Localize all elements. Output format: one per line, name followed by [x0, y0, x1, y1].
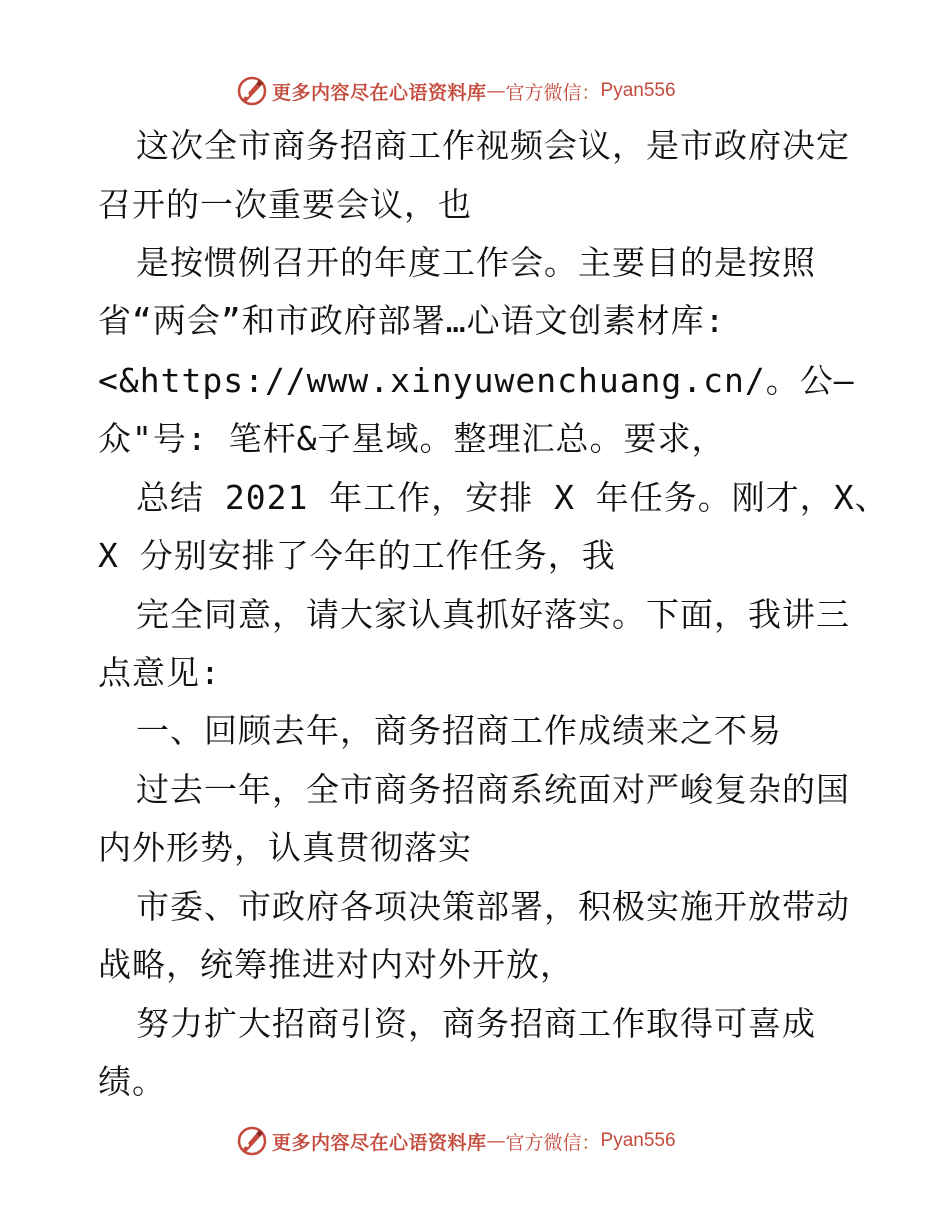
pen-logo-icon [236, 75, 268, 107]
text-line: 过去一年，全市商务招商系统面对严峻复杂的国 [136, 770, 850, 809]
text-line: 众"号: 笔杆&子星域。整理汇总。要求， [98, 419, 726, 458]
watermark-banner-top [236, 74, 676, 108]
text-line: 是按惯例召开的年度工作会。主要目的是按照 [136, 243, 816, 282]
watermark-separator: — [486, 80, 506, 102]
text-line: 努力扩大招商引资，商务招商工作取得可喜成 [136, 1004, 816, 1043]
text-line: X 分别安排了今年的工作任务，我 [98, 536, 616, 575]
pen-logo-icon [236, 1125, 268, 1157]
text-line: <&https://www.xinyuwenchuang.cn/。公— [98, 361, 855, 400]
watermark-separator: — [486, 1130, 506, 1152]
watermark-wechat-id: Pyan556 [600, 1130, 676, 1151]
text-line: 总结 2021 年工作，安排 X 年任务。刚才，X、 [136, 478, 889, 517]
text-line: 市委、市政府各项决策部署，积极实施开放带动 [136, 887, 850, 926]
watermark-wechat-label: 官方微信： [505, 81, 601, 104]
text-line: 这次全市商务招商工作视频会议，是市政府决定 [136, 126, 850, 165]
text-line: 战略，统筹推进对内对外开放， [98, 945, 574, 984]
watermark-wechat-label: 官方微信： [505, 1131, 601, 1154]
watermark-wechat-id: Pyan556 [600, 80, 676, 101]
text-line: 省“两会”和市政府部署…心语文创素材库: [98, 301, 726, 340]
text-line: 完全同意，请大家认真抓好落实。下面，我讲三 [136, 595, 850, 634]
text-line: 点意见: [98, 653, 221, 692]
text-line: 内外形势，认真贯彻落实 [98, 828, 472, 867]
text-line: 绩。 [98, 1062, 166, 1101]
section-heading: 一、回顾去年，商务招商工作成绩来之不易 [136, 711, 782, 750]
watermark-banner-bottom [236, 1124, 676, 1158]
text-line: 召开的一次重要会议，也 [98, 185, 472, 224]
watermark-site-text: 更多内容尽在心语资料库 [272, 1131, 487, 1154]
watermark-site-text: 更多内容尽在心语资料库 [272, 81, 487, 104]
